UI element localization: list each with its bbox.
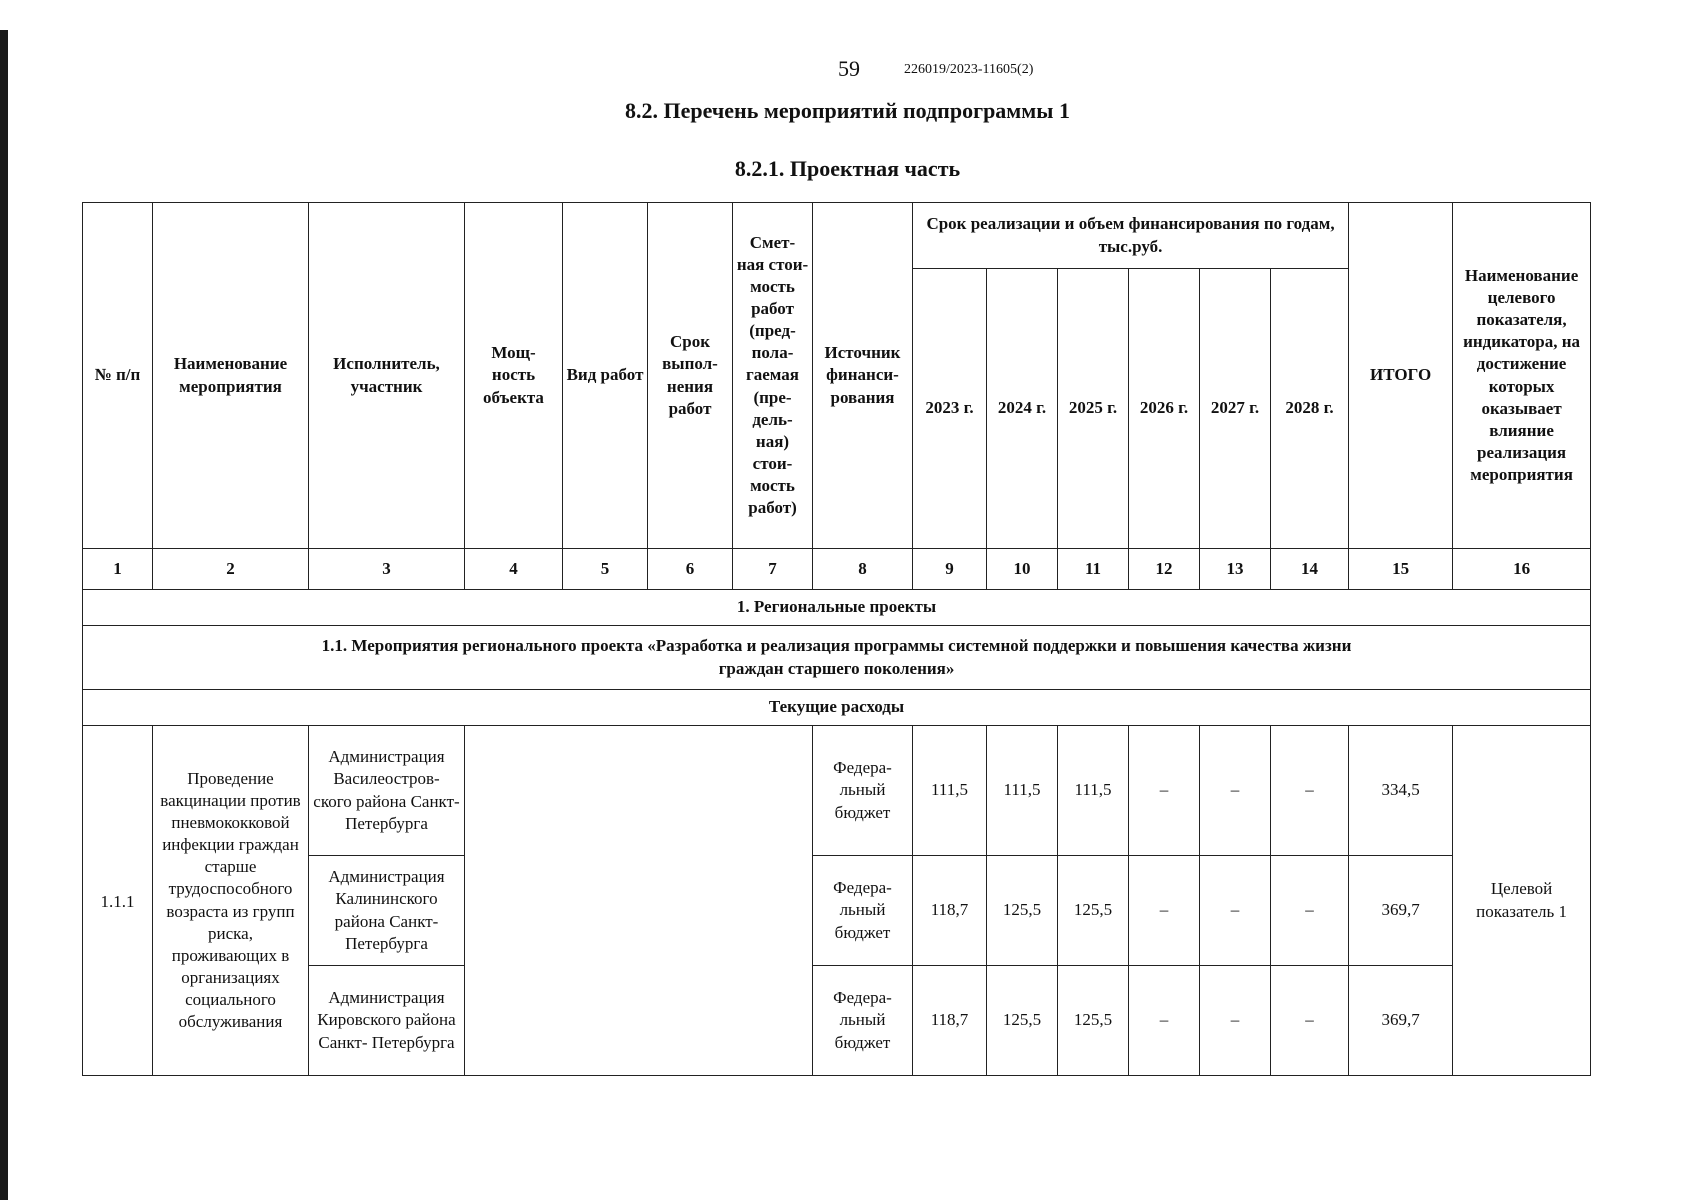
item-name: Проведение вакцинации против пневмококковой инфекции граждан старше трудоспособного возраста из групп риска, проживающих в организациях социального обслуживания <box>153 726 309 1076</box>
source-cell: Федера- льный бюджет <box>813 726 913 856</box>
value-2026: – <box>1129 966 1200 1076</box>
column-number: 4 <box>465 549 563 590</box>
document-id: 226019/2023-11605(2) <box>904 62 1034 77</box>
column-number: 15 <box>1349 549 1453 590</box>
header-source: Источник финанси- рования <box>813 203 913 549</box>
column-number: 7 <box>733 549 813 590</box>
table-row <box>83 966 1591 1076</box>
header-num: № п/п <box>83 203 153 549</box>
column-number: 5 <box>563 549 648 590</box>
section-regional-project-1-1: 1.1. Мероприятия регионального проекта «Разработка и реализация программы системной поддержки и повышения качества жизни граждан старшего поколения» <box>83 626 1591 690</box>
header-work-type: Вид работ <box>563 203 648 549</box>
expense-type-row <box>83 690 1591 726</box>
column-number: 12 <box>1129 549 1200 590</box>
current-expenses-label: Текущие расходы <box>83 690 1591 726</box>
empty-merged-cell <box>465 726 813 1076</box>
column-number: 9 <box>913 549 987 590</box>
column-number: 16 <box>1453 549 1591 590</box>
value-2026: – <box>1129 856 1200 966</box>
column-number-row <box>83 549 1591 590</box>
header-period-group: Срок реализации и объем финансирования по годам, тыс.руб. <box>913 203 1349 269</box>
executor-cell: Администрация Кировского района Санкт- Петербурга <box>309 966 465 1076</box>
table-row <box>83 856 1591 966</box>
header-term: Срок выпол- нения работ <box>648 203 733 549</box>
section-regional-projects: 1. Региональные проекты <box>83 590 1591 626</box>
page-title: 8.2. Перечень мероприятий подпрограммы 1 <box>625 98 1070 123</box>
column-number: 13 <box>1200 549 1271 590</box>
value-2025: 125,5 <box>1058 856 1129 966</box>
item-number: 1.1.1 <box>83 726 153 1076</box>
column-number: 10 <box>987 549 1058 590</box>
header-total: ИТОГО <box>1349 203 1453 549</box>
section-row <box>83 590 1591 626</box>
header-year: 2028 г. <box>1271 269 1349 549</box>
value-2024: 125,5 <box>987 966 1058 1076</box>
column-number: 2 <box>153 549 309 590</box>
subsection-row <box>83 626 1591 690</box>
header-executor: Исполнитель, участник <box>309 203 465 549</box>
header-row-1 <box>83 203 1591 269</box>
column-number: 3 <box>309 549 465 590</box>
indicator-cell: Целевой показатель 1 <box>1453 726 1591 1076</box>
header-capacity: Мощ- ность объекта <box>465 203 563 549</box>
value-2025: 111,5 <box>1058 726 1129 856</box>
header-year: 2026 г. <box>1129 269 1200 549</box>
value-2025: 125,5 <box>1058 966 1129 1076</box>
value-total: 369,7 <box>1349 966 1453 1076</box>
executor-cell: Администрация Калининского района Санкт- Петербурга <box>309 856 465 966</box>
header-year: 2023 г. <box>913 269 987 549</box>
value-total: 334,5 <box>1349 726 1453 856</box>
value-2023: 118,7 <box>913 856 987 966</box>
header-year: 2025 г. <box>1058 269 1129 549</box>
column-number: 14 <box>1271 549 1349 590</box>
header-name: Наименование мероприятия <box>153 203 309 549</box>
source-cell: Федера- льный бюджет <box>813 856 913 966</box>
value-2027: – <box>1200 856 1271 966</box>
header-year: 2024 г. <box>987 269 1058 549</box>
value-2024: 125,5 <box>987 856 1058 966</box>
value-2023: 111,5 <box>913 726 987 856</box>
executor-cell: Администрация Василеостров- ского района Санкт- Петербурга <box>309 726 465 856</box>
table-row <box>83 726 1591 856</box>
value-2027: – <box>1200 726 1271 856</box>
value-total: 369,7 <box>1349 856 1453 966</box>
scan-edge-shadow <box>0 30 8 1200</box>
column-number: 6 <box>648 549 733 590</box>
value-2028: – <box>1271 726 1349 856</box>
column-number: 11 <box>1058 549 1129 590</box>
column-number: 1 <box>83 549 153 590</box>
column-number: 8 <box>813 549 913 590</box>
page-subtitle: 8.2.1. Проектная часть <box>734 156 961 181</box>
value-2028: – <box>1271 966 1349 1076</box>
header-indicator: Наименование целевого показателя, индикатора, на достижение которых оказывает влияние реализация мероприятия <box>1453 203 1591 549</box>
value-2023: 118,7 <box>913 966 987 1076</box>
value-2028: – <box>1271 856 1349 966</box>
activities-table <box>82 202 1591 1076</box>
value-2026: – <box>1129 726 1200 856</box>
value-2024: 111,5 <box>987 726 1058 856</box>
header-year: 2027 г. <box>1200 269 1271 549</box>
header-estimate: Смет- ная стои- мость работ (пред- пола- гаемая (пре- дель- ная) стои- мость работ) <box>733 203 813 549</box>
value-2027: – <box>1200 966 1271 1076</box>
page-number: 59 <box>838 56 860 81</box>
source-cell: Федера- льный бюджет <box>813 966 913 1076</box>
